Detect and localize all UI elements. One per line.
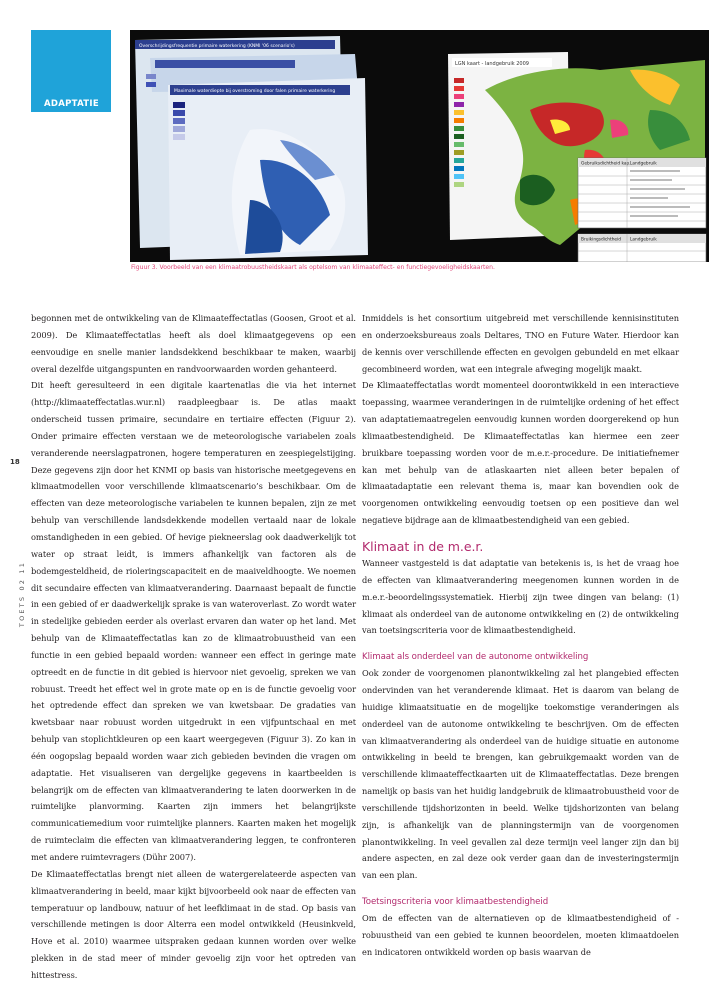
table-2-header-a: Bruikingsdichtheid — [581, 237, 621, 243]
table-1-header-b: Landgebruik — [630, 161, 657, 167]
paragraph: Om de effecten van de alternatieven op de klimaatbestendigheid of -robuustheid van een gebied te kunnen beoordelen, moeten klimaatdoelen en indicatoren ontwikkeld worden op basis waarvan de — [362, 913, 679, 957]
paragraph: De Klimaateffectatlas wordt momenteel doorontwikkeld in een interactieve toepassing, waarmee veranderingen in de ruimtelijke ordening of het effect van adaptatiemaatregelen eenvoudig kunnen worden doorgerekend op hun klimaatbestendigheid. De Klimaateffectatlas kan hiermee een zeer bruikbare toepassing worden voor de m.e.r.-procedure. De initiatiefnemer kan met behulp van de atlaskaarten niet alleen beter bepalen of klimaatadaptatie een relevant thema is, maar kan bovendien ook de voorgenomen ontwikkeling eenvoudig toetsen op een positieve dan wel negatieve bijdrage aan de klimaatbestendigheid van een gebied. — [362, 380, 679, 526]
map-right-title: LGN kaart - landgebruik 2009 — [455, 61, 529, 67]
text-column-right — [362, 310, 679, 961]
section-tab-label: ADAPTATIE — [44, 99, 99, 109]
paragraph: De Klimaateffectatlas brengt niet alleen de watergerelateerde aspecten van klimaatverandering in beeld, maar kijkt bijvoorbeeld ook naar de effecten van temperatuur op landbouw, natuur of het leefklimaat in de stad. Op basis van verschillende metingen is door Alterra een model ontwikkeld (Heusinkveld, Hove et al. 2010) waarmee uitspraken gedaan kunnen worden over welke plekken in de stad meer of minder gevoelig zijn voor het optreden van hittestress. — [31, 868, 356, 980]
text-column-left — [31, 310, 356, 984]
subsection-heading: Toetsingscriteria voor klimaatbestendigheid — [362, 897, 549, 908]
figure-maps — [130, 30, 709, 262]
paragraph: Wanneer vastgesteld is dat adaptatie van betekenis is, is het de vraag hoe de effecten van klimaatverandering meegenomen kunnen worden in de m.e.r.-beoordelingssystematiek. Hierbij zijn twee dingen van belang: (1) klimaat als onderdeel van de autonome ontwikkeling en (2) de ontwikkeling van toetsingscriteria voor de klimaatbestendigheid. — [362, 557, 679, 636]
paragraph: Ook zonder de voorgenomen planontwikkeling zal het plangebied effecten ondervinden van het veranderende klimaat. Het is daarom van belang de huidige klimaatsituatie en de mogelijke toekomstige veranderingen als onderdeel van de autonome ontwikkeling te beschrijven. Om de effecten van klimaatverandering als onderdeel van de huidige situatie en autonome ontwikkeling in beeld te brengen, kan gebruikgemaakt worden van de verschillende klimaateffectkaarten uit de Klimaateffectatlas. Deze brengen namelijk op basis van het huidig landgebruik de klimaatrobuustheid voor de verschillende tijdshorizonten in beeld. Welke tijdshorizonten van belang zijn, is afhankelijk van de planningstermijn van de voorgenomen planontwikkeling. In veel gevallen zal deze termijn veel langer zijn dan bij andere aspecten, en zal deze ook verder gaan dan de investeringstermijn van een plan. — [362, 668, 679, 881]
subsection-heading: Klimaat als onderdeel van de autonome ontwikkeling — [362, 652, 589, 663]
table-2-header-b: Landgebruik — [630, 237, 657, 243]
map-left-title-1: Overschrijdingsfrequentie primaire waterkering (KNMI '06 scenario's) — [139, 44, 295, 49]
paragraph: Dit heeft geresulteerd in een digitale kaartenatlas die via het internet (http://klimaateffectatlas.wur.nl) raadpleegbaar is. De atlas maakt onderscheid tussen primaire, secundaire en tertiaire effecten (Figuur 2). Onder primaire effecten verstaan we de meteorologische variabelen zoals veranderende neerslagpatronen, hogere temperaturen en zeespiegelstijging. Deze gegevens zijn door het KNMI op basis van historische meetgegevens en klimaatmodellen voor verschillende klimaatscenario’s beschikbaar. Om de effecten van deze meteorologische variabelen te kunnen bepalen, zijn ze met behulp van verschillende landsdekkende modellen vertaald naar de lokale omstandigheden in een gebied. Of hevige piekneerslag ook daadwerkelijk tot water op straat leidt, is immers afhankelijk van factoren als de bodemgesteldheid, de rioleringscapaciteit en de maaiveldhoogte. We noemen dit secundaire effecten van klimaatverandering. Daarnaast bepaalt de functie in een gebied of er daadwerkelijk sprake is van wateroverlast. Zo wordt water in stedelijke gebieden eerder als overlast ervaren dan water op het land. Met behulp van de Klimaateffectatlas kan zo de klimaatrobuustheid van een functie in een gebied bepaald worden: wanneer een effect in geringe mate optreedt en de functie in dit gebied is hiervoor niet gevoelig, spreken we van robuust. Treedt het effect wel in grote mate op en is de functie gevoelig voor het optredende effect dan spreken we van kwetsbaar. De gradaties van kwetsbaar naar robuust worden uitgedrukt in een vijfpuntschaal en met behulp van stoplichtkleuren op een kaart weergegeven (Figuur 3). Zo kan in één oogopslag bepaald worden waar zich gebieden bevinden die vragen om adaptatie. Het visualiseren van dergelijke gegevens in kaartbeelden is belangrijk om de effecten van klimaatverandering te laten doorwerken in de ruimtelijke planvorming. Kaarten zijn immers het belangrijkste communicatiemedium voor ruimtelijke planners. Kaarten maken het mogelijk de ruimteclaim die effecten van klimaatverandering leggen, te confronteren met andere ruimtevragers (Dühr 2007). — [31, 380, 356, 862]
map-left-title-2: Maximale waterdiepte bij overstroming door falen primaire waterkering — [174, 89, 336, 94]
page-number: 18 — [10, 458, 20, 466]
journal-label: TOETS 02 11 — [18, 560, 27, 628]
section-heading: Klimaat in de m.e.r. — [362, 538, 484, 554]
paragraph: Inmiddels is het consortium uitgebreid met verschillende kennisinstituten en onderzoeksbureaus zoals Deltares, TNO en Future Water. Hierdoor kan de kennis over verschillende effecten en gevolgen gebundeld en met elkaar gecombineerd worden, wat een integrale afweging mogelijk maakt. — [362, 313, 679, 374]
table-1-header-a: Gebruiksdichtheid kap. — [581, 161, 631, 167]
figure-caption: Figuur 3. Voorbeeld van een klimaatrobuustheidskaart als optelsom van klimaateffect- en functiegevoeligheidskaarten. — [131, 264, 495, 271]
section-tab — [31, 30, 111, 112]
figure-maps-image — [130, 30, 709, 262]
paragraph: begonnen met de ontwikkeling van de Klimaateffectatlas (Goosen, Groot et al. 2009). De Klimaateffectatlas heeft als doel klimaatgegevens op een eenvoudige en snelle manier landsdekkend beschikbaar te maken, waarbij overal dezelfde uitgangspunten en randvoorwaarden worden gehanteerd. — [31, 313, 356, 374]
